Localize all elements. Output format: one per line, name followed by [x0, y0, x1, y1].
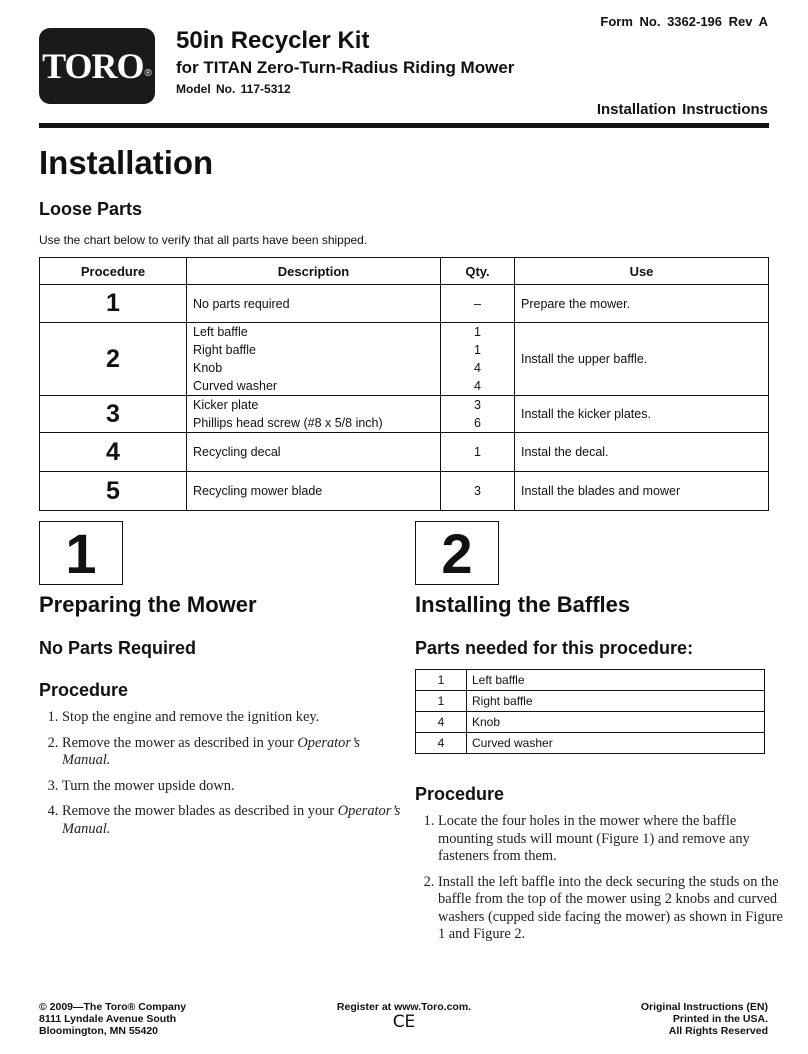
part-description: Recycling mower blade: [193, 484, 323, 498]
part-qty: 4: [474, 379, 481, 393]
table-header-row: [40, 258, 769, 285]
procedure-number: 1: [40, 285, 187, 323]
procedure-number: 5: [40, 472, 187, 511]
step-2-procedure-list: [415, 813, 793, 952]
footer-register: [334, 1001, 474, 1032]
document-subtitle: for TITAN Zero-Turn-Radius Riding Mower: [176, 58, 515, 77]
part-description: Right baffle: [193, 343, 257, 357]
part-qty: 4: [416, 712, 467, 733]
loose-parts-intro: Use the chart below to verify that all parts have been shipped.: [39, 233, 368, 247]
document-title: 50in Recycler Kit: [176, 27, 370, 54]
logo-text: TORO: [42, 46, 144, 86]
part-qty: 6: [474, 416, 481, 430]
part-name: Right baffle: [467, 691, 765, 712]
footer-company: [39, 1001, 186, 1037]
step-1-procedure-heading: Procedure: [39, 680, 129, 700]
table-row: [40, 472, 769, 511]
table-row: [416, 733, 765, 754]
part-use: Prepare the mower.: [515, 285, 769, 323]
loose-parts-heading: Loose Parts: [39, 199, 143, 219]
part-use: Instal the decal.: [515, 433, 769, 472]
header-divider: [39, 123, 769, 128]
part-description: Left baffle: [193, 325, 248, 339]
part-description: No parts required: [193, 296, 290, 311]
part-use: Install the kicker plates.: [515, 396, 769, 433]
register-text: Register at www.Toro.com.: [336, 1001, 472, 1013]
list-item: 3. Turn the mower upside down.: [62, 778, 402, 796]
step-1-procedure-list: [39, 709, 402, 846]
list-item: 1. Locate the four holes in the mower where the baffle mounting studs will mount (Figure 1) and remove any fasteners from them.: [438, 813, 793, 866]
part-qty: 3: [474, 398, 481, 412]
step-2-number: 2: [441, 521, 473, 585]
table-row: [416, 712, 765, 733]
printed-in: Printed in the USA.: [672, 1013, 768, 1025]
loose-parts-table: [39, 257, 769, 511]
toro-logo: [39, 28, 155, 104]
document-type: Installation Instructions: [596, 101, 768, 118]
part-qty: 1: [474, 343, 481, 357]
table-row: [416, 670, 765, 691]
part-description: Kicker plate: [193, 398, 259, 412]
part-name: Curved washer: [467, 733, 765, 754]
list-item: 4. Remove the mower blades as described in your Operator’s Manual.: [62, 803, 402, 838]
part-qty: 1: [416, 691, 467, 712]
procedure-number: 3: [40, 396, 187, 433]
form-number: Form No. 3362-196 Rev A: [600, 14, 768, 29]
table-row: [40, 396, 769, 433]
part-description: Curved washer: [193, 379, 278, 393]
part-qty: 1: [474, 325, 481, 339]
step-1-parts-heading: No Parts Required: [39, 638, 197, 658]
part-name: Left baffle: [467, 670, 765, 691]
registered-mark: ®: [144, 67, 152, 79]
table-row: [40, 285, 769, 323]
part-qty: –: [474, 296, 481, 311]
table-row: [416, 691, 765, 712]
manual-reference: Operator’s Manual.: [62, 803, 401, 837]
part-description: Recycling decal: [193, 445, 281, 459]
rights: All Rights Reserved: [668, 1025, 768, 1037]
ce-mark-icon: CE: [392, 1012, 416, 1032]
part-qty: 1: [474, 445, 481, 459]
step-2-procedure-heading: Procedure: [415, 784, 505, 804]
step-2-parts-heading: Parts needed for this procedure:: [415, 638, 694, 658]
address-line-2: Bloomington, MN 55420: [39, 1025, 159, 1037]
column-header: Qty.: [441, 258, 515, 285]
address-line-1: 8111 Lyndale Avenue South: [39, 1013, 177, 1025]
part-description: Phillips head screw (#8 x 5/8 inch): [193, 416, 383, 430]
part-qty: 4: [474, 361, 481, 375]
manual-reference: Operator’s Manual.: [62, 734, 361, 768]
step-1-title: Preparing the Mower: [39, 592, 257, 617]
procedure-number: 2: [40, 323, 187, 396]
page-title: Installation: [39, 144, 214, 181]
procedure-number: 4: [40, 433, 187, 472]
column-header: Description: [187, 258, 441, 285]
list-item: 1. Stop the engine and remove the ignition key.: [62, 709, 402, 727]
step-2-number-box: [415, 521, 499, 585]
original-instructions: Original Instructions (EN): [640, 1001, 768, 1013]
part-name: Knob: [467, 712, 765, 733]
table-row: [40, 323, 769, 396]
step-1-number-box: [39, 521, 123, 585]
part-qty: 1: [416, 670, 467, 691]
part-description: Knob: [193, 361, 223, 375]
part-qty: 3: [474, 484, 481, 498]
part-use: Install the blades and mower: [515, 472, 769, 511]
list-item: 2. Install the left baffle into the deck securing the studs on the baffle from the top of the mower using 2 knobs and curved washers (cupped side facing the mower) as shown in Figure 1 and Figure 2.: [438, 874, 793, 944]
model-number: Model No. 117-5312: [176, 82, 291, 96]
copyright: © 2009—The Toro® Company: [39, 1001, 187, 1013]
list-item: 2. Remove the mower as described in your Operator’s Manual.: [62, 735, 402, 770]
table-row: [40, 433, 769, 472]
footer-notes: [641, 1001, 768, 1037]
parts-needed-table: [415, 669, 765, 754]
part-use: Install the upper baffle.: [515, 323, 769, 396]
step-2-title: Installing the Baffles: [415, 592, 631, 617]
column-header: Use: [515, 258, 769, 285]
part-qty: 4: [416, 733, 467, 754]
column-header: Procedure: [40, 258, 187, 285]
step-1-number: 1: [65, 521, 97, 585]
